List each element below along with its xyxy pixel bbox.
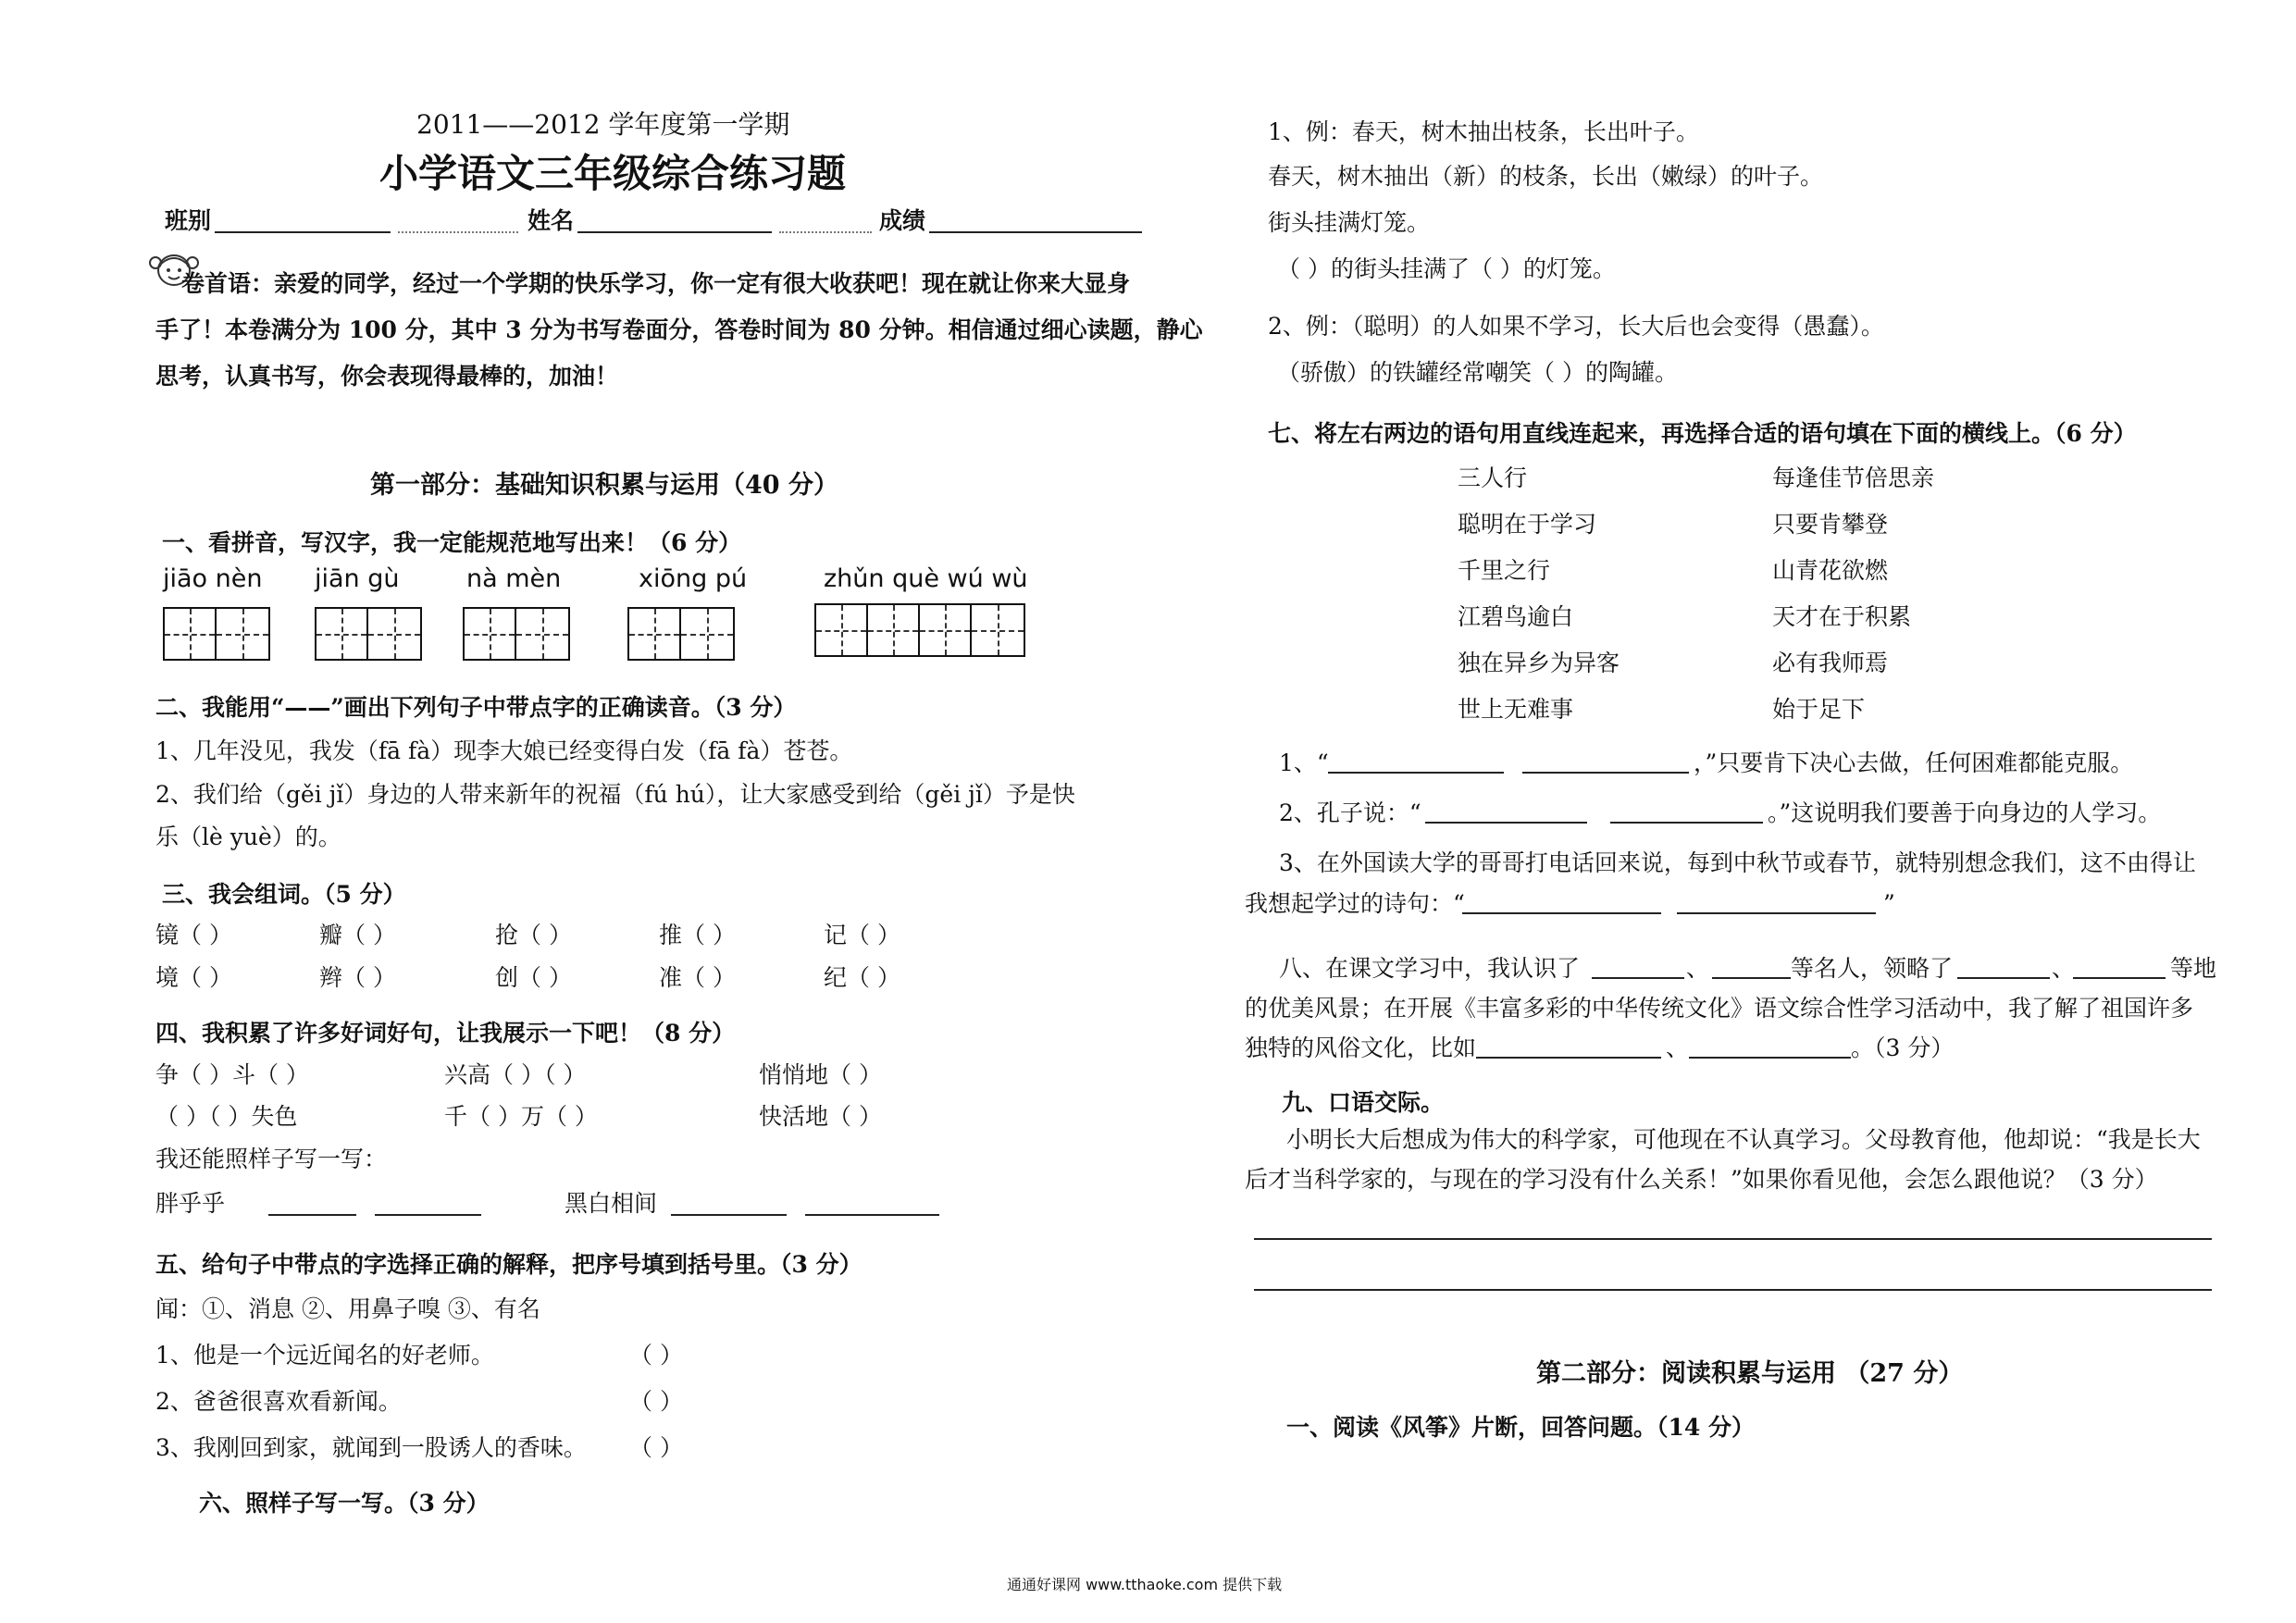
class-field[interactable] (215, 231, 391, 233)
class-label: 班别 (165, 207, 212, 234)
answer-line[interactable] (1254, 1289, 2212, 1291)
q6-example: 2、例：（聪明）的人如果不学习，长大后也会变得（愚蠢）。 (1268, 313, 1884, 340)
student-info-row (165, 205, 211, 237)
q6-title: 六、照样子写一写。（3 分） (199, 1490, 490, 1517)
word-blank[interactable]: 纪（ ） (824, 964, 900, 991)
q8-line: 、 (1686, 955, 1710, 982)
answer-line[interactable] (1425, 822, 1587, 824)
match-right-column (1772, 463, 1934, 740)
intro-text: 思考，认真书写，你会表现得最棒的，加油！ (155, 363, 619, 390)
idiom-blank[interactable]: 千（ ）万（ ） (444, 1103, 598, 1130)
name-field[interactable] (577, 231, 772, 233)
q8-line: 独特的风俗文化，比如 (1245, 1035, 1477, 1061)
match-item[interactable]: 三人行 (1458, 465, 1528, 491)
q5-sentence: 2、爸爸很喜欢看新闻。 (155, 1388, 402, 1415)
match-item[interactable]: 世上无难事 (1458, 696, 1574, 723)
q7-fill: ” (1883, 890, 1895, 917)
q6-example: 1、例：春天，树木抽出枝条，长出叶子。 (1268, 118, 1699, 145)
tianzige-box[interactable] (163, 607, 270, 661)
answer-line[interactable] (1957, 977, 2050, 979)
q6-blank-sentence[interactable]: （ ）的街头挂满了（ ）的灯笼。 (1277, 255, 1616, 282)
tianzige-box[interactable] (463, 607, 570, 661)
q9-title: 九、口语交际。 (1282, 1089, 1445, 1116)
q8-line: 的优美风景；在开展《丰富多彩的中华传统文化》语文综合性学习活动中，我了解了祖国许多 (1245, 995, 2194, 1022)
answer-line[interactable] (2073, 977, 2166, 979)
match-item[interactable]: 山青花欲燃 (1772, 557, 1889, 584)
answer-line[interactable] (1328, 772, 1504, 774)
idiom-blank[interactable]: （ ）（ ）失色 (155, 1103, 298, 1130)
answer-line[interactable] (1462, 912, 1661, 914)
q6-example: 街头挂满灯笼。 (1268, 209, 1431, 236)
dotted-separator (779, 231, 872, 233)
pinyin-label: xiōng pú (639, 564, 748, 593)
q7-title: 七、将左右两边的语句用直线连起来，再选择合适的语句填在下面的横线上。（6 分） (1268, 420, 2137, 447)
q7-fill: 1、“ (1279, 750, 1329, 776)
pinyin-label: nà mèn (466, 564, 562, 593)
match-item[interactable]: 江碧鸟逾白 (1458, 603, 1574, 630)
q3-title: 三、我会组词。（5 分） (162, 881, 406, 908)
q8-line: 八、在课文学习中，我认识了 (1279, 955, 1581, 982)
answer-line[interactable] (1254, 1238, 2212, 1240)
part2-q1-title: 一、阅读《风筝》片断，回答问题。（14 分） (1286, 1414, 1755, 1441)
match-item[interactable]: 独在异乡为异客 (1458, 650, 1620, 676)
word-blank[interactable]: 镜（ ） (155, 922, 232, 948)
match-item[interactable]: 始于足下 (1772, 696, 1866, 723)
name-label: 姓名 (527, 207, 575, 234)
q2-line: 2、我们给（gěi jǐ）身边的人带来新年的祝福（fú hú），让大家感受到给（gěi jǐ）予是快 (155, 781, 1075, 808)
q2-title: 二、我能用“——”画出下列句子中带点字的正确读音。（3 分） (155, 694, 797, 721)
answer-line[interactable] (375, 1214, 481, 1216)
page-title: 小学语文三年级综合练习题 (379, 151, 847, 196)
q5-definition: 闻：①、消息 ②、用鼻子嗅 ③、有名 (155, 1295, 540, 1322)
q2-line: 乐（lè yuè）的。 (155, 824, 341, 850)
answer-line[interactable] (671, 1214, 787, 1216)
word-blank[interactable]: 记（ ） (824, 922, 900, 948)
footer: 通通好课网 www.tthaoke.com 提供下载 (1007, 1576, 1283, 1593)
word-blank[interactable]: 推（ ） (659, 922, 736, 948)
q4-example: 胖乎乎 (155, 1190, 226, 1217)
answer-paren[interactable]: （ ） (629, 1342, 683, 1369)
answer-line[interactable] (1677, 912, 1876, 914)
intro-text: 卷首语：亲爱的同学，经过一个学期的快乐学习，你一定有很大收获吧！现在就让你来大显身 (181, 270, 1131, 297)
match-item[interactable]: 只要肯攀登 (1772, 511, 1889, 538)
q9-text: 小明长大后想成为伟大的科学家，可他现在不认真学习。父母教育他，他却说：“我是长大 (1286, 1126, 2201, 1153)
answer-line[interactable] (1712, 977, 1791, 979)
q5-sentence: 1、他是一个远近闻名的好老师。 (155, 1342, 494, 1369)
answer-paren[interactable]: （ ） (629, 1388, 683, 1415)
pinyin-label: zhǔn què wú wù (824, 564, 1028, 593)
word-blank[interactable]: 辫（ ） (319, 964, 396, 991)
tianzige-box[interactable] (814, 603, 1025, 657)
header-year: 2011——2012 学年度第一学期 (416, 109, 790, 140)
q2-line: 1、几年没见，我发（fā fà）现李大娘已经变得白发（fā fà）苍苍。 (155, 737, 853, 764)
match-item[interactable]: 每逢佳节倍思亲 (1772, 465, 1935, 491)
pinyin-label: jiān gù (315, 564, 400, 593)
q4-title: 四、我积累了许多好词好句，让我展示一下吧！（8 分） (155, 1020, 736, 1047)
word-blank[interactable]: 抢（ ） (495, 922, 572, 948)
tianzige-box[interactable] (315, 607, 422, 661)
answer-line[interactable] (268, 1214, 356, 1216)
q7-fill: 我想起学过的诗句：“ (1245, 890, 1465, 917)
answer-line[interactable] (1592, 977, 1684, 979)
intro-text: 手了！本卷满分为 100 分，其中 3 分为书写卷面分，答卷时间为 80 分钟。相信通过细心读题，静心 (155, 316, 1203, 343)
q8-line: 。（3 分） (1851, 1035, 1955, 1061)
idiom-blank[interactable]: 悄悄地（ ） (759, 1061, 882, 1088)
part1-title: 第一部分：基础知识积累与运用（40 分） (370, 471, 838, 500)
match-left-column (1458, 463, 1620, 740)
q4-copy-line: 我还能照样子写一写： (155, 1146, 388, 1172)
idiom-blank[interactable]: 兴高（ ）（ ） (444, 1061, 587, 1088)
q5-sentence: 3、我刚回到家，就闻到一股诱人的香味。 (155, 1434, 587, 1461)
score-label: 成绩 (879, 207, 926, 234)
q4-example: 黑白相间 (565, 1190, 658, 1217)
answer-paren[interactable]: （ ） (629, 1434, 683, 1461)
q6-example: 春天，树木抽出（新）的枝条，长出（嫩绿）的叶子。 (1268, 163, 1824, 190)
pinyin-label: jiāo nèn (163, 564, 263, 593)
q8-line: 等名人，领略了 (1791, 955, 1954, 982)
word-blank[interactable]: 创（ ） (495, 964, 572, 991)
answer-line[interactable] (1522, 772, 1689, 774)
word-blank[interactable]: 准（ ） (659, 964, 736, 991)
match-item[interactable]: 必有我师焉 (1772, 650, 1889, 676)
word-blank[interactable]: 瓣（ ） (319, 922, 396, 948)
idiom-blank[interactable]: 快活地（ ） (759, 1103, 882, 1130)
dotted-separator (398, 231, 518, 233)
answer-line[interactable] (1476, 1057, 1661, 1059)
q7-fill: 2、孔子说：“ (1279, 799, 1421, 826)
q1-title: 一、看拼音，写汉字，我一定能规范地写出来！（6 分） (162, 529, 742, 556)
q6-blank-sentence[interactable]: （骄傲）的铁罐经常嘲笑（ ）的陶罐。 (1277, 359, 1678, 386)
q7-fill: ，”只要肯下决心去做，任何困难都能克服。 (1694, 750, 2134, 776)
match-item[interactable]: 千里之行 (1458, 557, 1551, 584)
score-field[interactable] (929, 231, 1142, 233)
q9-text: 后才当科学家的，与现在的学习没有什么关系！”如果你看见他，会怎么跟他说？（3 分） (1245, 1166, 2158, 1193)
match-item[interactable]: 天才在于积累 (1772, 603, 1912, 630)
part2-title: 第二部分：阅读积累与运用 （27 分） (1536, 1359, 1964, 1388)
q8-line: 等地 (2170, 955, 2217, 982)
q7-fill: 3、在外国读大学的哥哥打电话回来说，每到中秋节或春节，就特别想念我们，这不由得让 (1279, 849, 2196, 876)
word-blank[interactable]: 境（ ） (155, 964, 232, 991)
tianzige-box[interactable] (627, 607, 735, 661)
q7-fill: 。”这说明我们要善于向身边的人学习。 (1768, 799, 2162, 826)
q8-line: 、 (1666, 1035, 1690, 1061)
q8-line: 、 (2052, 955, 2076, 982)
q5-title: 五、给句子中带点的字选择正确的解释，把序号填到括号里。（3 分） (155, 1251, 863, 1278)
match-item[interactable]: 聪明在于学习 (1458, 511, 1597, 538)
answer-line[interactable] (805, 1214, 939, 1216)
answer-line[interactable] (1610, 822, 1763, 824)
answer-line[interactable] (1689, 1057, 1851, 1059)
idiom-blank[interactable]: 争（ ）斗（ ） (155, 1061, 309, 1088)
